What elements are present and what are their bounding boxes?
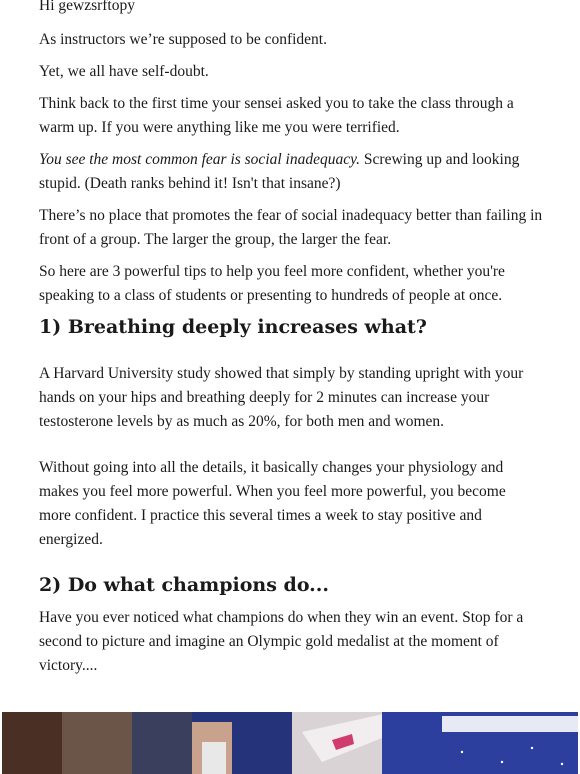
- paragraph-group-fear: There’s no place that promotes the fear of social inadequacy better than failing in front of a group. The larger the group, the larger the fear.: [39, 207, 543, 248]
- greeting: Hi gewzsrftopy: [39, 0, 135, 14]
- paragraph-harvard-study: A Harvard University study showed that simply by standing upright with your hands on your hips and breathing deeply for 2 minutes can increase your testosterone levels by as much as 20%, for both men and women.: [39, 365, 524, 430]
- paragraph-champions: Have you ever noticed what champions do when they win an event. Stop for a second to picture and imagine an Olympic gold medalist at the moment of victory....: [39, 609, 524, 674]
- fear-rest-text: Screwing up and looking stupid. (Death ranks behind it! Isn't that insane?): [39, 151, 520, 192]
- section-heading-champions: 2) Do what champions do...: [39, 574, 330, 596]
- paragraph-physiology: Without going into all the details, it basically changes your physiology and makes you feel more powerful. When you feel more powerful, you become more confident. I practice this several times a week to stay positive and energized.: [39, 459, 506, 548]
- paragraph-social-fear: [39, 148, 549, 196]
- hero-photo-illustration: [2, 712, 578, 774]
- paragraph-warm-up: Think back to the first time your sensei asked you to take the class through a warm up. If you were anything like me you were terrified.: [39, 95, 514, 136]
- paragraph-tips-intro: So here are 3 powerful tips to help you feel more confident, whether you're speaking to a class of students or presenting to hundreds of people at once.: [39, 263, 505, 304]
- section-heading-breathing: 1) Breathing deeply increases what?: [39, 316, 427, 338]
- hero-image: [2, 712, 578, 774]
- fear-italic-text: You see the most common fear is social inadequacy.: [39, 151, 361, 168]
- paragraph-confidence: As instructors we’re supposed to be confident.: [39, 31, 327, 48]
- paragraph-self-doubt: Yet, we all have self-doubt.: [39, 63, 209, 80]
